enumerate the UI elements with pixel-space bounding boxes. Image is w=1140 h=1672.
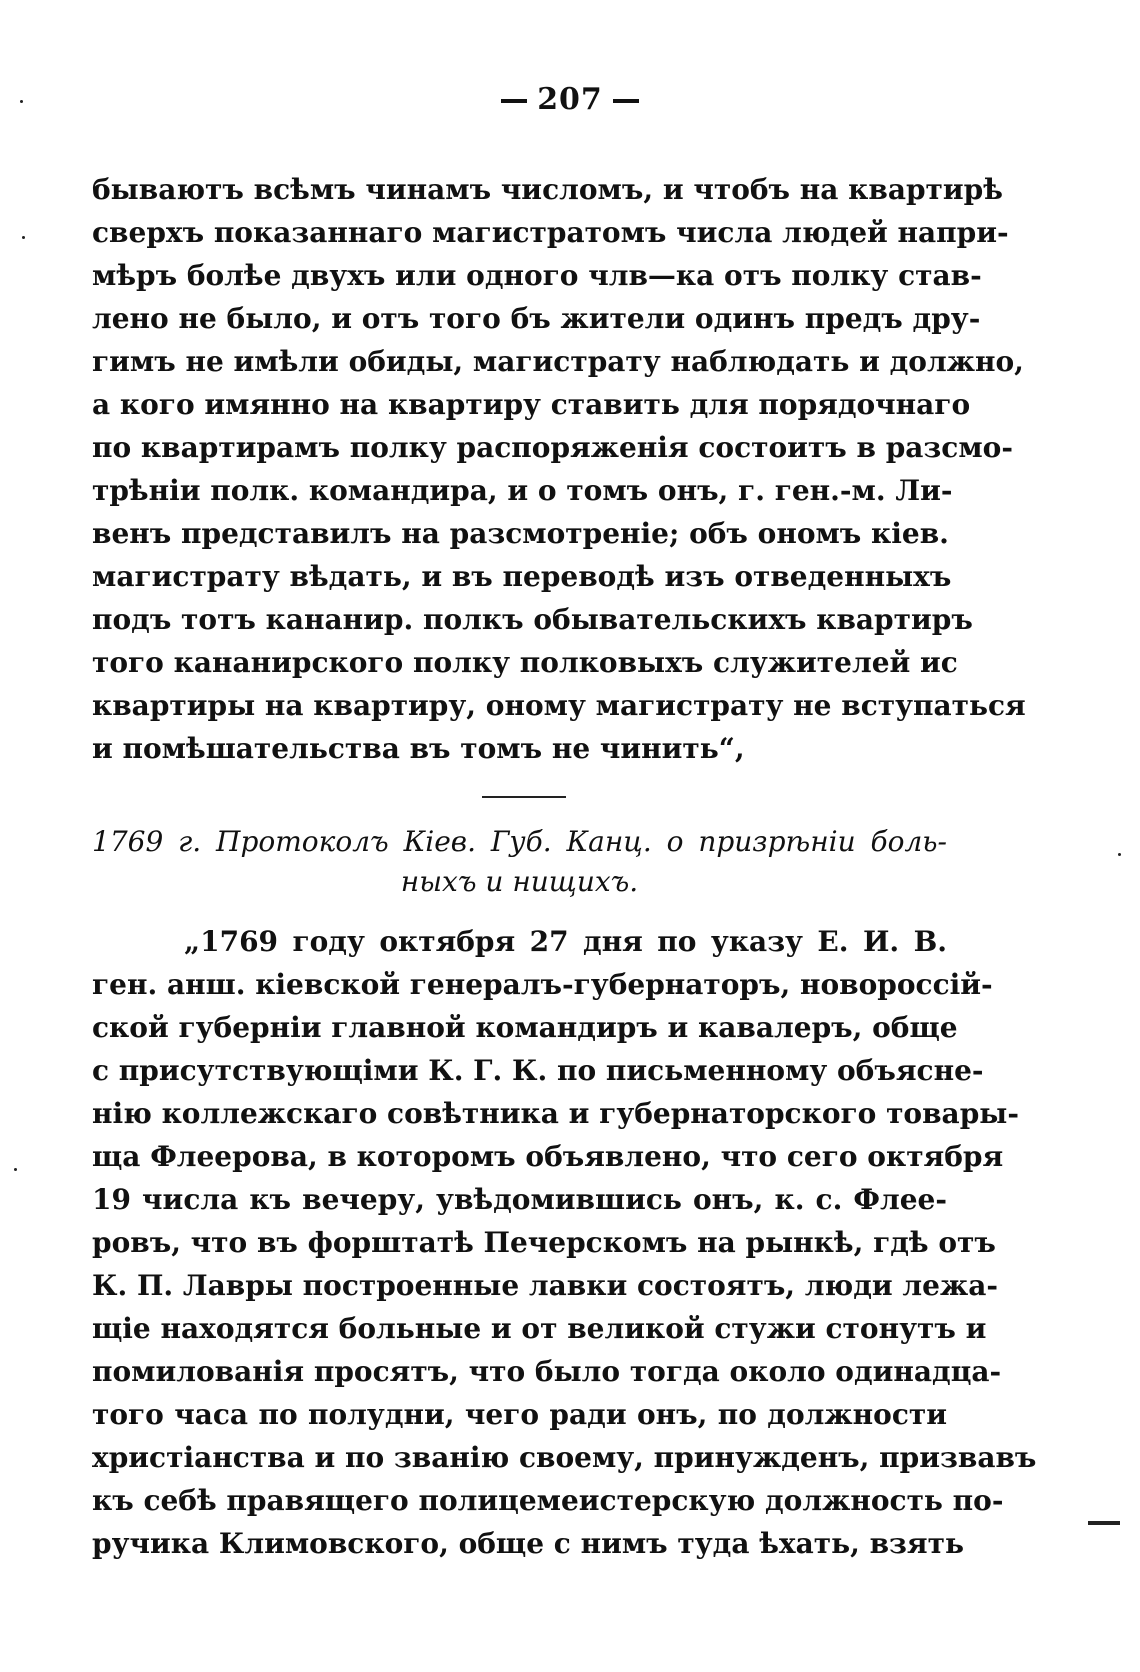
text-line: щіе находятся больные и от великой стужи стонутъ и (92, 1312, 987, 1345)
text-line: ской губерніи главной командиръ и кавалеръ, обще (92, 1011, 958, 1044)
text-line: того часа по полудни, чего ради онъ, по должности (92, 1398, 947, 1431)
scan-edge-mark (1088, 1521, 1120, 1525)
text-line: ген. анш. кіевской генералъ-губернаторъ, новороссій- (92, 968, 993, 1001)
heading-line: 1769 г. Протоколъ Кіев. Губ. Канц. о призрѣніи боль- (92, 825, 947, 858)
page-number (0, 82, 1140, 117)
text-line: 19 числа къ вечеру, увѣдомившись онъ, к. с. Флее- (92, 1183, 947, 1216)
scan-speck (22, 236, 25, 239)
text-line: ровъ, что въ форштатѣ Печерскомъ на рынкѣ, гдѣ отъ (92, 1226, 996, 1259)
text-line: с присутствующіми К. Г. К. по письменному объясне- (92, 1054, 984, 1087)
text-line: по квартирамъ полку распоряженія состоитъ в разсмо- (92, 431, 1013, 464)
text-line: магистрату вѣдать, и въ переводѣ изъ отведенныхъ (92, 560, 952, 593)
text-line: бываютъ всѣмъ чинамъ числомъ, и чтобъ на квартирѣ (92, 173, 1003, 206)
text-line: лено не было, и отъ того бъ жители одинъ предъ дру- (92, 302, 981, 335)
text-line: ручика Климовского, обще с нимъ туда ѣхать, взять (92, 1527, 964, 1560)
text-line: мѣръ болѣе двухъ или одного члв—ка отъ полку став- (92, 259, 982, 292)
scan-speck (1118, 853, 1121, 856)
text-line: трѣніи полк. командира, и о томъ онъ, г. ген.-м. Ли- (92, 474, 953, 507)
text-line: а кого имянно на квартиру ставить для порядочнаго (92, 388, 971, 421)
page-number-text: 207 (537, 82, 603, 117)
text-line: венъ представилъ на разсмотреніе; объ ономъ кіев. (92, 517, 949, 550)
text-line: гимъ не имѣли обиды, магистрату наблюдать и должно, (92, 345, 1024, 378)
scan-speck (20, 100, 23, 103)
text-line: помилованія просятъ, что было тогда около одинадца- (92, 1355, 1002, 1388)
page-number-dash-right (613, 99, 639, 103)
text-line: подъ тотъ кананир. полкъ обывательскихъ квартиръ (92, 603, 973, 636)
page-number-dash-left (501, 99, 527, 103)
section-heading (92, 822, 947, 902)
text-line: квартиры на квартиру, оному магистрату не вступаться (92, 689, 1026, 722)
text-line: нію коллежскаго совѣтника и губернаторского товары- (92, 1097, 1019, 1130)
paragraph-document (92, 920, 1037, 1565)
text-line: къ себѣ правящего полицемеистерскую должность по- (92, 1484, 1004, 1517)
text-line: и помѣшательства въ томъ не чинить“, (92, 732, 745, 765)
text-line: ща Флеерова, в которомъ объявлено, что сего октября (92, 1140, 1004, 1173)
heading-line: ныхъ и нищихъ. (400, 865, 639, 898)
section-separator (482, 796, 566, 798)
text-line: христіанства и по званію своему, принужденъ, призвавъ (92, 1441, 1037, 1474)
text-line: К. П. Лавры построенные лавки состоятъ, люди лежа- (92, 1269, 999, 1302)
text-line: „1769 году октября 27 дня по указу Е. И. В. (184, 925, 947, 958)
paragraph-continued (92, 168, 1026, 770)
text-line: сверхъ показаннаго магистратомъ числа людей напри- (92, 216, 1009, 249)
text-line: того кананирского полку полковыхъ служителей ис (92, 646, 958, 679)
scan-speck (14, 1168, 17, 1171)
